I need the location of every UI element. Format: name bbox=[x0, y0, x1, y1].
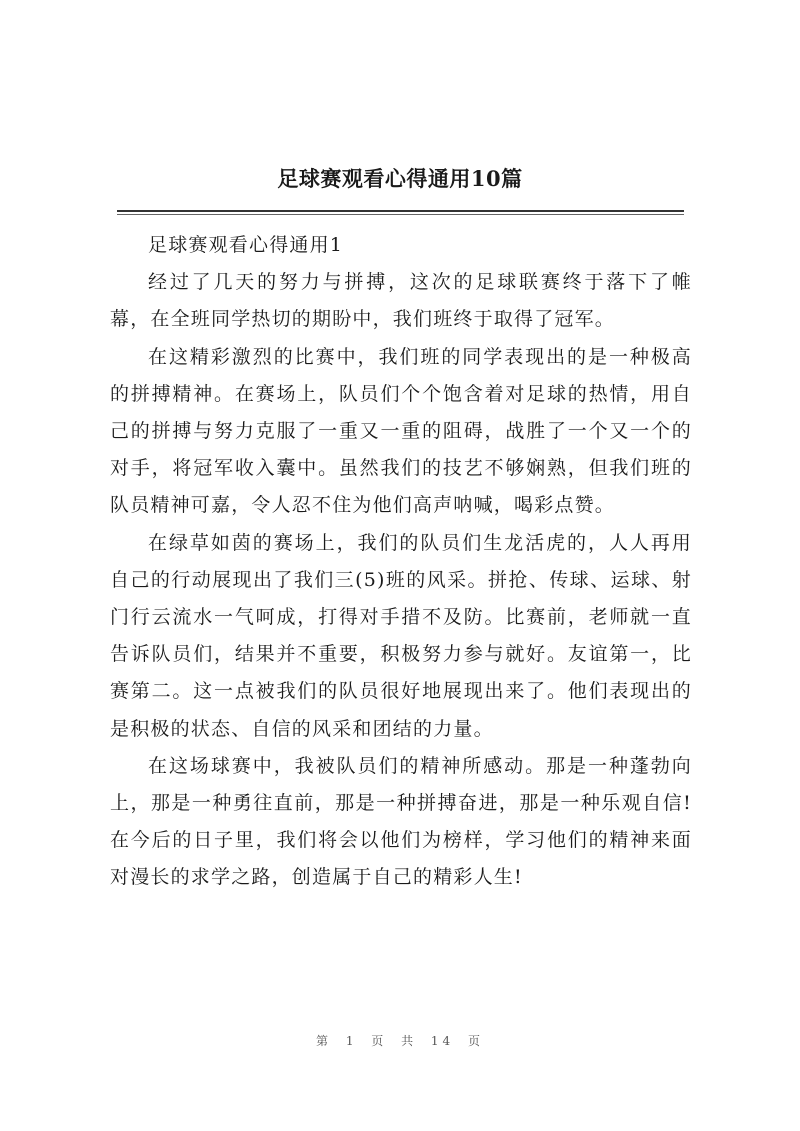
page-title: 足球赛观看心得通用10篇 bbox=[277, 166, 523, 191]
section-heading: 足球赛观看心得通用1 bbox=[148, 234, 344, 256]
page-number: 第 1 页 共 14 页 bbox=[316, 1034, 484, 1048]
paragraph: 经过了几天的努力与拼搏，这次的足球联赛终于落下了帷幕，在全班同学热切的期盼中，我们班终于取得了冠军。 bbox=[110, 271, 692, 331]
title-divider bbox=[117, 210, 684, 212]
document-body bbox=[110, 227, 692, 897]
paragraph: 在这场球赛中，我被队员们的精神所感动。那是一种蓬勃向上，那是一种勇往直前，那是一种拼搏奋进，那是一种乐观自信!在今后的日子里，我们将会以他们为榜样，学习他们的精神来面对漫长的求学之路，创造属于自己的精彩人生! bbox=[110, 754, 692, 889]
paragraph: 在这精彩激烈的比赛中，我们班的同学表现出的是一种极高的拼搏精神。在赛场上，队员们个个饱含着对足球的热情，用自己的拼搏与努力克服了一重又一重的阻碍，战胜了一个又一个的对手，将冠军收入囊中。虽然我们的技艺不够娴熟，但我们班的队员精神可嘉，令人忍不住为他们高声呐喊，喝彩点赞。 bbox=[110, 345, 692, 517]
title-divider-thin bbox=[117, 214, 684, 215]
paragraph: 在绿草如茵的赛场上，我们的队员们生龙活虎的，人人再用自己的行动展现出了我们三(5)班的风采。拼抢、传球、运球、射门行云流水一气呵成，打得对手措不及防。比赛前，老师就一直告诉队员们，结果并不重要，积极努力参与就好。友谊第一，比赛第二。这一点被我们的队员很好地展现出来了。他们表现出的是积极的状态、自信的风采和团结的力量。 bbox=[110, 531, 692, 740]
